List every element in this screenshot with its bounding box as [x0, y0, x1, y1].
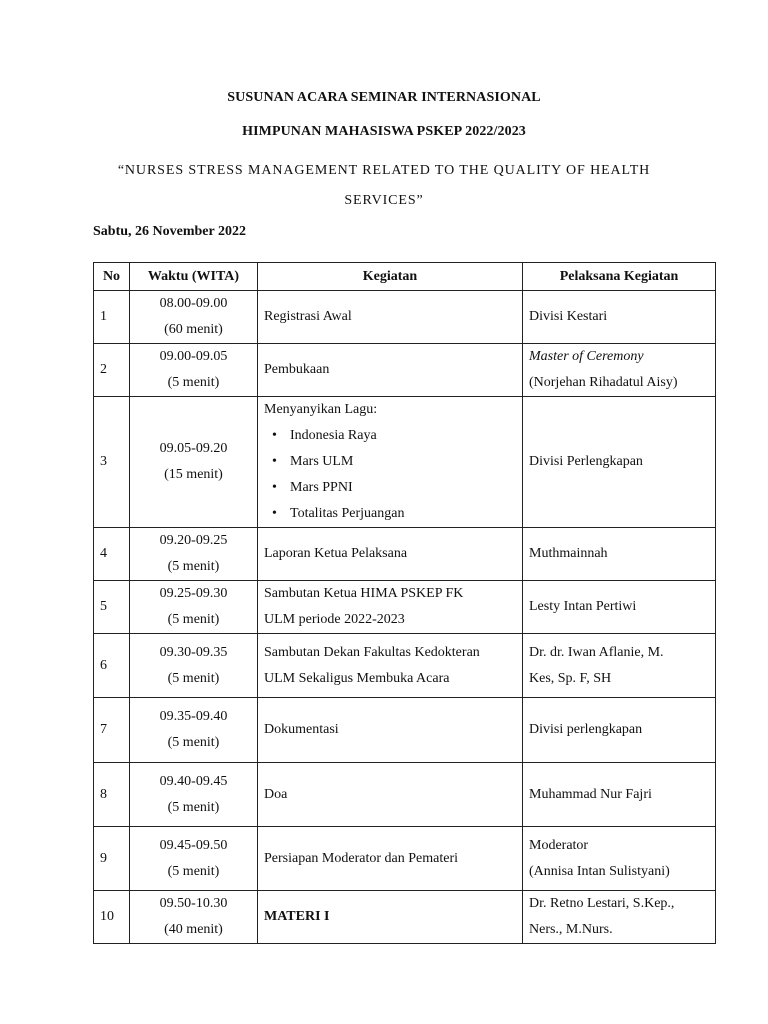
row-no: 9: [94, 827, 130, 891]
time-range: 09.40-09.45: [159, 773, 228, 789]
row-activity: Persiapan Moderator dan Pemateri: [258, 827, 523, 891]
time-range: 09.45-09.50: [159, 837, 228, 853]
time-range: 09.05-09.20: [159, 441, 228, 456]
table-row: [94, 291, 716, 344]
row-activity: MATERI I: [258, 891, 523, 944]
row-time: [130, 528, 258, 581]
time-duration: (5 menit): [167, 863, 220, 879]
song-title: Totalitas Perjuangan: [290, 506, 405, 521]
row-no: 2: [94, 344, 130, 397]
seminar-theme-line-2: SERVICES”: [344, 193, 424, 208]
row-no: 4: [94, 528, 130, 581]
activity-heading: Menyanyikan Lagu:: [264, 402, 378, 417]
time-duration: (60 menit): [164, 322, 223, 337]
table-row: [94, 581, 716, 634]
table-row: [94, 698, 716, 763]
time-duration: (5 menit): [167, 799, 220, 815]
row-no: 10: [94, 891, 130, 944]
table-header-row: [94, 263, 716, 291]
table-row: [94, 528, 716, 581]
row-no: 6: [94, 634, 130, 698]
row-activity: Registrasi Awal: [258, 291, 523, 344]
song-list: [264, 423, 516, 527]
bullet-icon: •: [272, 506, 277, 521]
row-executor: Divisi Perlengkapan: [523, 397, 716, 528]
row-executor: Muthmainnah: [523, 528, 716, 581]
row-time: [130, 344, 258, 397]
list-item: [272, 423, 516, 449]
row-activity: Dokumentasi: [258, 698, 523, 763]
seminar-theme: [60, 156, 708, 216]
time-range: 09.25-09.30: [159, 586, 228, 601]
seminar-theme-line-1: “NURSES STRESS MANAGEMENT RELATED TO THE QUALITY OF HEALTH: [117, 163, 651, 178]
time-duration: (5 menit): [167, 375, 220, 390]
agenda-table: [93, 262, 716, 944]
row-executor: Lesty Intan Pertiwi: [523, 581, 716, 634]
row-activity: [258, 634, 523, 698]
time-range: 08.00-09.00: [159, 296, 228, 311]
row-executor: Divisi perlengkapan: [523, 698, 716, 763]
time-duration: (5 menit): [167, 670, 220, 686]
table-row: [94, 827, 716, 891]
table-row: [94, 891, 716, 944]
time-duration: (15 menit): [164, 467, 223, 482]
time-duration: (5 menit): [167, 559, 220, 574]
header-time: Waktu (WITA): [130, 263, 258, 291]
row-time: [130, 581, 258, 634]
row-executor: [523, 891, 716, 944]
row-executor: [523, 827, 716, 891]
row-executor: Divisi Kestari: [523, 291, 716, 344]
executor-line-2: Kes, Sp. F, SH: [529, 670, 612, 686]
row-activity: Pembukaan: [258, 344, 523, 397]
list-item: [272, 501, 516, 527]
row-executor: Muhammad Nur Fajri: [523, 763, 716, 827]
row-time: [130, 397, 258, 528]
document-subtitle: HIMPUNAN MAHASISWA PSKEP 2022/2023: [242, 124, 526, 139]
song-title: Mars ULM: [290, 454, 354, 469]
header-activity: Kegiatan: [258, 263, 523, 291]
row-time: [130, 763, 258, 827]
row-activity: Doa: [258, 763, 523, 827]
executor-line-2: Ners., M.Nurs.: [529, 922, 613, 937]
row-no: 7: [94, 698, 130, 763]
table-row: [94, 397, 716, 528]
header-executor: Pelaksana Kegiatan: [523, 263, 716, 291]
row-time: [130, 891, 258, 944]
executor-name: (Annisa Intan Sulistyani): [529, 863, 670, 879]
document-title: SUSUNAN ACARA SEMINAR INTERNASIONAL: [227, 90, 541, 105]
event-date: Sabtu, 26 November 2022: [93, 224, 246, 239]
time-range: 09.00-09.05: [159, 349, 228, 364]
executor-line-1: Dr. dr. Iwan Aflanie, M.: [529, 644, 664, 660]
time-duration: (5 menit): [167, 735, 220, 750]
time-duration: (5 menit): [167, 612, 220, 627]
row-no: 8: [94, 763, 130, 827]
time-range: 09.20-09.25: [159, 533, 228, 548]
row-time: [130, 698, 258, 763]
row-no: 5: [94, 581, 130, 634]
table-row: [94, 344, 716, 397]
row-activity: [258, 581, 523, 634]
row-time: [130, 827, 258, 891]
header-no: No: [94, 263, 130, 291]
list-item: [272, 475, 516, 501]
activity-line-2: ULM periode 2022-2023: [264, 612, 405, 627]
row-time: [130, 634, 258, 698]
time-range: 09.35-09.40: [159, 709, 228, 724]
bullet-icon: •: [272, 454, 277, 469]
row-no: 1: [94, 291, 130, 344]
executor-role: Master of Ceremony: [529, 349, 644, 364]
song-title: Indonesia Raya: [290, 428, 377, 443]
row-no: 3: [94, 397, 130, 528]
bullet-icon: •: [272, 428, 277, 443]
song-title: Mars PPNI: [290, 480, 353, 495]
table-row: [94, 763, 716, 827]
time-range: 09.50-10.30: [159, 896, 228, 911]
executor-name: (Norjehan Rihadatul Aisy): [529, 375, 678, 390]
list-item: [272, 449, 516, 475]
row-activity: Laporan Ketua Pelaksana: [258, 528, 523, 581]
time-duration: (40 menit): [164, 922, 223, 937]
row-activity: [258, 397, 523, 528]
executor-role: Moderator: [529, 837, 589, 853]
table-row: [94, 634, 716, 698]
activity-line-1: Sambutan Ketua HIMA PSKEP FK: [264, 586, 464, 601]
executor-line-1: Dr. Retno Lestari, S.Kep.,: [529, 896, 675, 911]
time-range: 09.30-09.35: [159, 644, 228, 660]
row-time: [130, 291, 258, 344]
activity-line-1: Sambutan Dekan Fakultas Kedokteran: [264, 644, 480, 660]
row-executor: [523, 634, 716, 698]
bullet-icon: •: [272, 480, 277, 495]
activity-line-2: ULM Sekaligus Membuka Acara: [264, 670, 450, 686]
row-executor: [523, 344, 716, 397]
